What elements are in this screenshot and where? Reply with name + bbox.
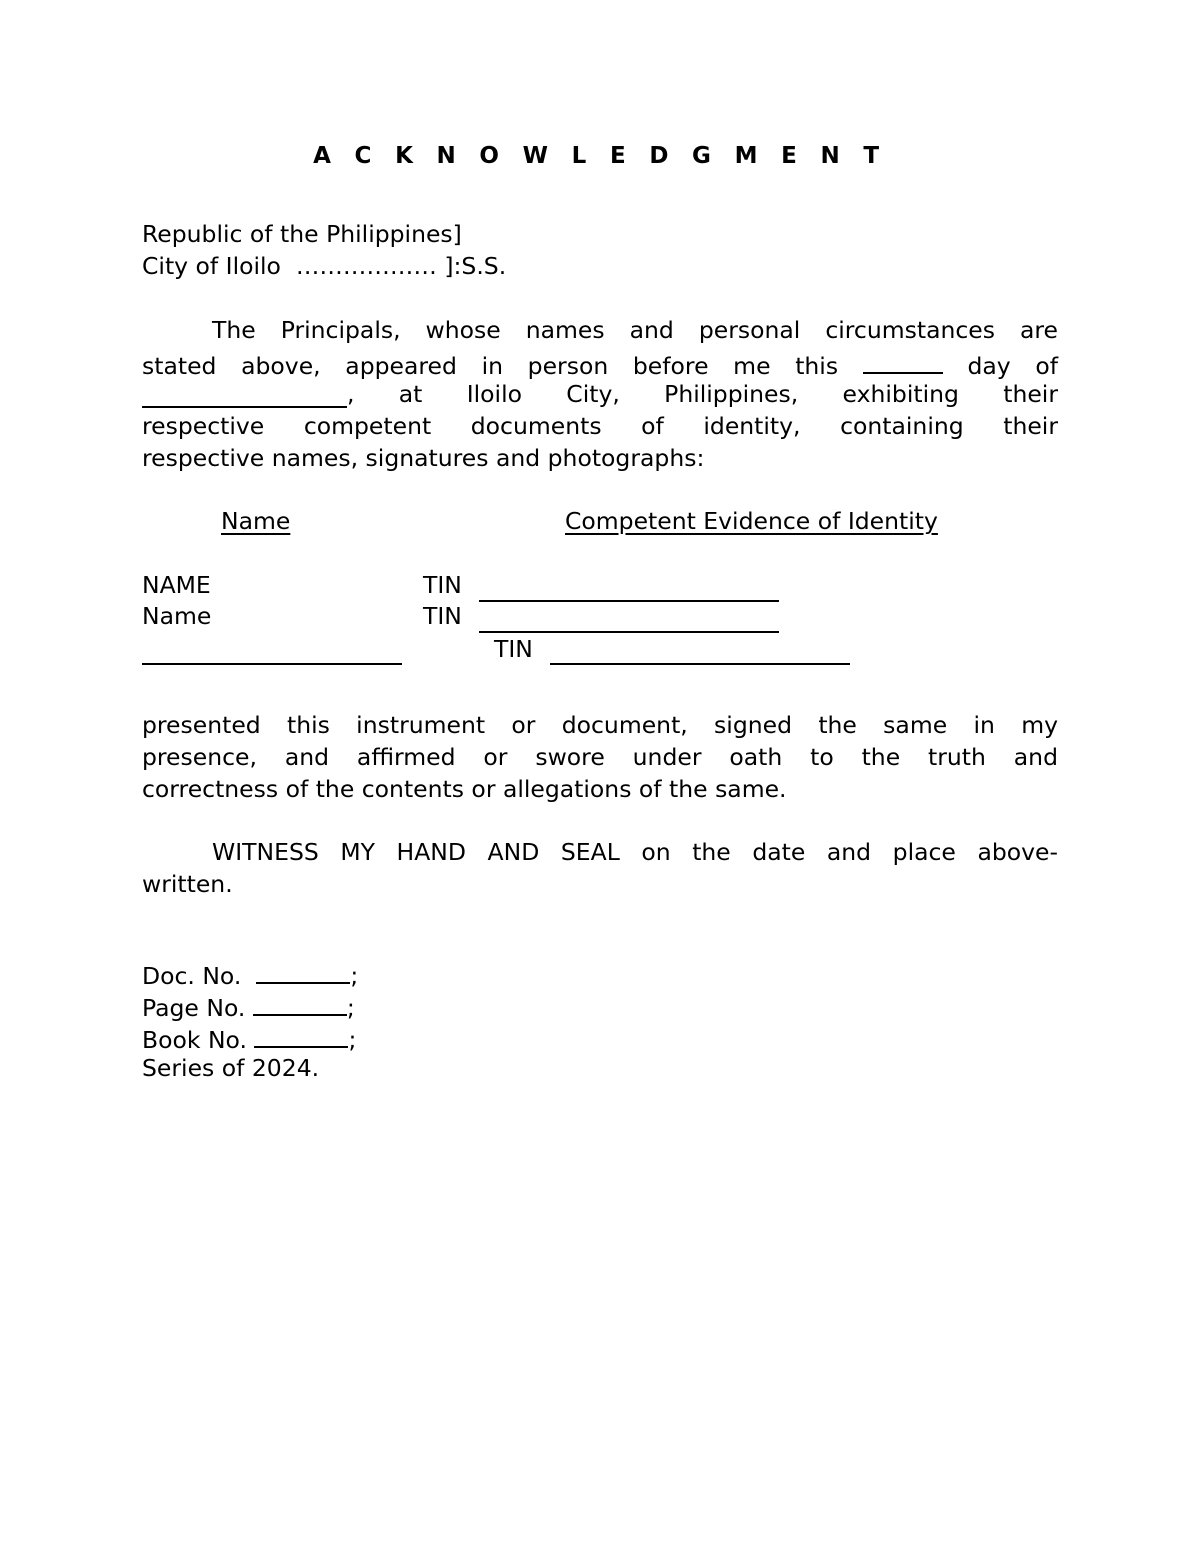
series-line: Series of 2024. bbox=[142, 1054, 320, 1082]
column-header-name: Name bbox=[221, 507, 291, 535]
page-no-terminator: ; bbox=[346, 994, 355, 1022]
presented-paragraph bbox=[142, 709, 1058, 805]
month-blank bbox=[142, 380, 347, 408]
doc-no-line bbox=[142, 956, 358, 992]
doc-no-terminator: ; bbox=[350, 962, 359, 990]
tin-blank-3 bbox=[550, 637, 850, 665]
presented-line-3: correctness of the contents or allegations of the same. bbox=[142, 775, 787, 803]
tin-label-2: TIN bbox=[423, 602, 462, 630]
book-no-blank bbox=[254, 1020, 348, 1048]
page-no-label: Page No. bbox=[142, 994, 246, 1022]
column-header-evidence: Competent Evidence of Identity bbox=[565, 507, 938, 535]
principals-line-3-text: , at Iloilo City, Philippines, exhibiting their bbox=[347, 380, 1058, 408]
tin-blank-2 bbox=[479, 605, 779, 633]
day-blank bbox=[863, 346, 943, 374]
principals-line-3 bbox=[142, 378, 1058, 410]
tin-blank-1 bbox=[479, 574, 779, 602]
page-no-line bbox=[142, 988, 355, 1024]
venue-republic: Republic of the Philippines] bbox=[142, 220, 462, 248]
book-no-terminator: ; bbox=[348, 1026, 357, 1054]
principals-line-4: respective competent documents of identity, containing their bbox=[142, 412, 1058, 440]
witness-paragraph bbox=[142, 836, 1058, 900]
principal-name-1: NAME bbox=[142, 571, 211, 599]
principals-line-5: respective names, signatures and photographs: bbox=[142, 444, 705, 472]
presented-line-1: presented this instrument or document, signed the same in my bbox=[142, 711, 1058, 739]
witness-line-2: written. bbox=[142, 870, 233, 898]
principals-line-1: The Principals, whose names and personal circumstances are bbox=[212, 316, 1058, 344]
principal-name-blank-3 bbox=[142, 637, 402, 665]
principal-name-2: Name bbox=[142, 602, 212, 630]
book-no-label: Book No. bbox=[142, 1026, 247, 1054]
page-no-blank bbox=[253, 988, 347, 1016]
principals-line-2 bbox=[142, 346, 1058, 378]
tin-label-3: TIN bbox=[494, 635, 533, 663]
principals-line-2-text: stated above, appeared in person before me this bbox=[142, 352, 839, 380]
doc-no-label: Doc. No. bbox=[142, 962, 249, 990]
book-no-line bbox=[142, 1020, 356, 1056]
venue-city: City of Iloilo ……………… ]:S.S. bbox=[142, 252, 507, 280]
witness-line-1: WITNESS MY HAND AND SEAL on the date and place above- bbox=[212, 838, 1058, 866]
principals-line-2-day-of: day of bbox=[967, 352, 1058, 380]
principals-paragraph bbox=[142, 314, 1058, 474]
presented-line-2: presence, and affirmed or swore under oath to the truth and bbox=[142, 743, 1058, 771]
doc-no-blank bbox=[256, 956, 350, 984]
document-title: A C K N O W L E D G M E N T bbox=[313, 143, 887, 169]
tin-label-1: TIN bbox=[423, 571, 462, 599]
